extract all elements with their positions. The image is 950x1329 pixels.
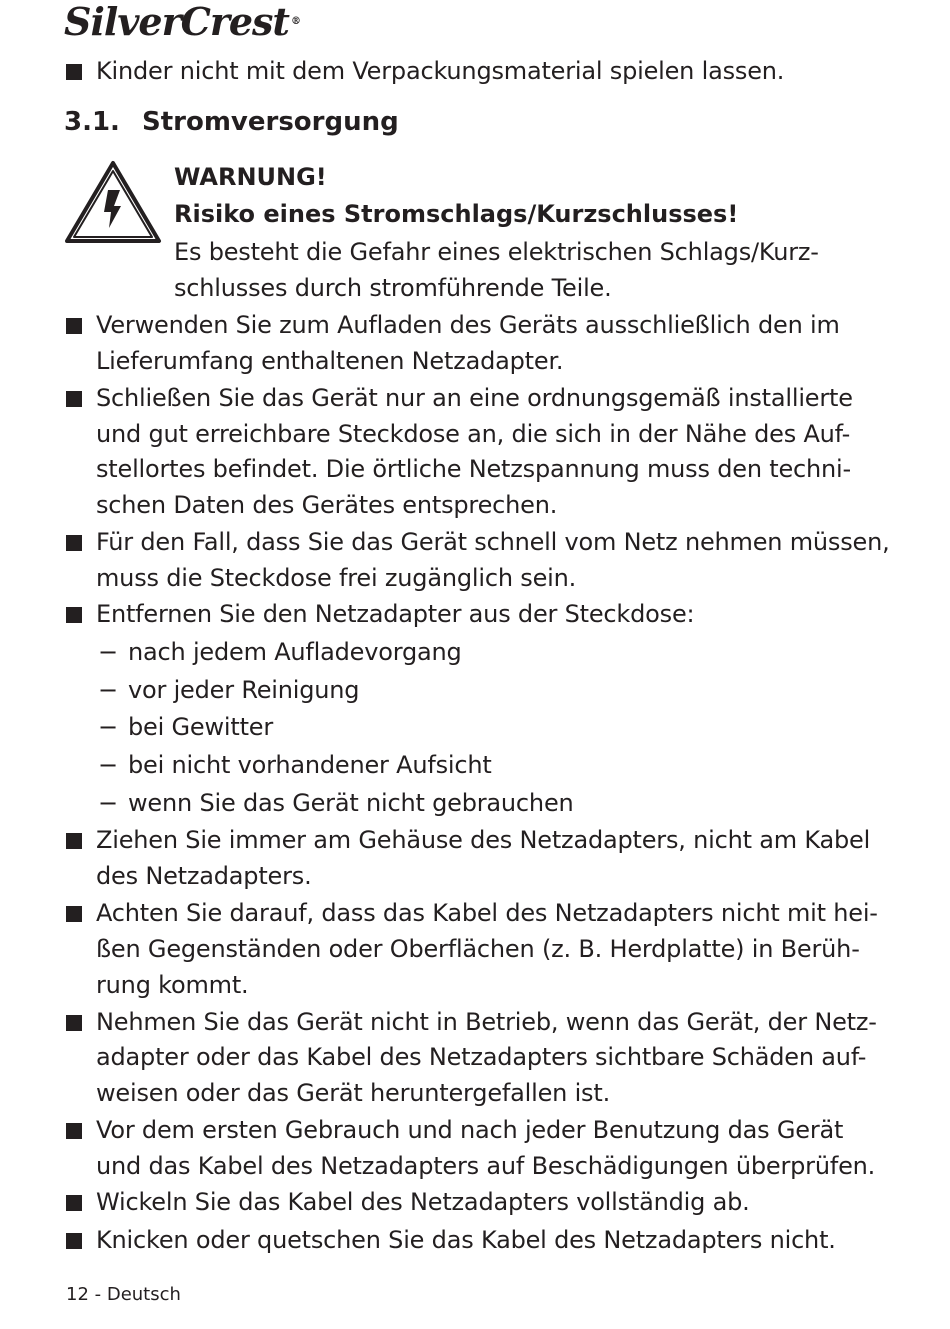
bullet-line: und das Kabel des Netzadapters auf Beschädigungen überprüfen.: [96, 1152, 876, 1180]
bullet-line: Entfernen Sie den Netzadapter aus der Steckdose:: [96, 600, 695, 628]
bullet-line: Nehmen Sie das Gerät nicht in Betrieb, wenn das Gerät, der Netz-: [96, 1008, 877, 1036]
bullet-line: weisen oder das Gerät heruntergefallen ist.: [96, 1079, 610, 1107]
registered-mark: ®: [290, 16, 300, 27]
page-footer: 12 - Deutsch: [66, 1284, 181, 1305]
warning-text-line: Es besteht die Gefahr eines elektrischen Schlags/Kurz-: [174, 238, 819, 266]
section-heading: [64, 104, 399, 140]
sub-item: nach jedem Aufladevorgang: [128, 638, 462, 666]
intro-bullet-text: Kinder nicht mit dem Verpackungsmaterial spielen lassen.: [96, 57, 785, 85]
bullet-line: Knicken oder quetschen Sie das Kabel des Netzadapters nicht.: [96, 1226, 836, 1254]
bullet-square-icon: [66, 318, 82, 334]
sub-item: bei nicht vorhandener Aufsicht: [128, 751, 492, 779]
brand-logo-text: SilverCrest: [64, 0, 289, 44]
bullet-line: Für den Fall, dass Sie das Gerät schnell vom Netz nehmen müssen,: [96, 528, 890, 556]
bullet-line: ßen Gegenständen oder Oberflächen (z. B. Herdplatte) in Berüh-: [96, 935, 860, 963]
dash-marker: −: [98, 751, 119, 779]
bullet-square-icon: [66, 607, 82, 623]
bullet-line: stellortes befindet. Die örtliche Netzspannung muss den techni-: [96, 455, 851, 483]
section-number: 3.1.: [64, 107, 120, 137]
dash-marker: −: [98, 638, 119, 666]
bullet-square-icon: [66, 1195, 82, 1211]
bullet-square-icon: [66, 906, 82, 922]
warning-label: WARNUNG!: [174, 163, 327, 191]
bullet-line: Lieferumfang enthaltenen Netzadapter.: [96, 347, 564, 375]
brand-logo: [64, 2, 300, 42]
bullet-square-icon: [66, 1233, 82, 1249]
electric-shock-warning-icon: [64, 160, 162, 248]
bullet-line: Wickeln Sie das Kabel des Netzadapters vollständig ab.: [96, 1188, 750, 1216]
bullet-line: Schließen Sie das Gerät nur an eine ordnungsgemäß installierte: [96, 384, 853, 412]
bullet-line: adapter oder das Kabel des Netzadapters sichtbare Schäden auf-: [96, 1043, 867, 1071]
sub-item: vor jeder Reinigung: [128, 676, 360, 704]
bullet-line: schen Daten des Gerätes entsprechen.: [96, 491, 558, 519]
dash-marker: −: [98, 713, 119, 741]
dash-marker: −: [98, 676, 119, 704]
bullet-square-icon: [66, 391, 82, 407]
bullet-square-icon: [66, 535, 82, 551]
bullet-line: und gut erreichbare Steckdose an, die sich in der Nähe des Auf-: [96, 420, 851, 448]
sub-item: wenn Sie das Gerät nicht gebrauchen: [128, 789, 574, 817]
bullet-line: Vor dem ersten Gebrauch und nach jeder Benutzung das Gerät: [96, 1116, 844, 1144]
bullet-square-icon: [66, 833, 82, 849]
sub-item: bei Gewitter: [128, 713, 274, 741]
bullet-square-icon: [66, 1123, 82, 1139]
bullet-square-icon: [66, 64, 82, 80]
bullet-square-icon: [66, 1015, 82, 1031]
bullet-line: Verwenden Sie zum Aufladen des Geräts ausschließlich den im: [96, 311, 840, 339]
bullet-line: rung kommt.: [96, 971, 249, 999]
dash-marker: −: [98, 789, 119, 817]
bullet-line: muss die Steckdose frei zugänglich sein.: [96, 564, 577, 592]
bullet-line: Achten Sie darauf, dass das Kabel des Netzadapters nicht mit hei-: [96, 899, 878, 927]
warning-headline: Risiko eines Stromschlags/Kurzschlusses!: [174, 200, 739, 228]
section-title: Stromversorgung: [142, 107, 399, 137]
bullet-line: des Netzadapters.: [96, 862, 312, 890]
warning-text-line: schlusses durch stromführende Teile.: [174, 274, 612, 302]
bullet-line: Ziehen Sie immer am Gehäuse des Netzadapters, nicht am Kabel: [96, 826, 871, 854]
